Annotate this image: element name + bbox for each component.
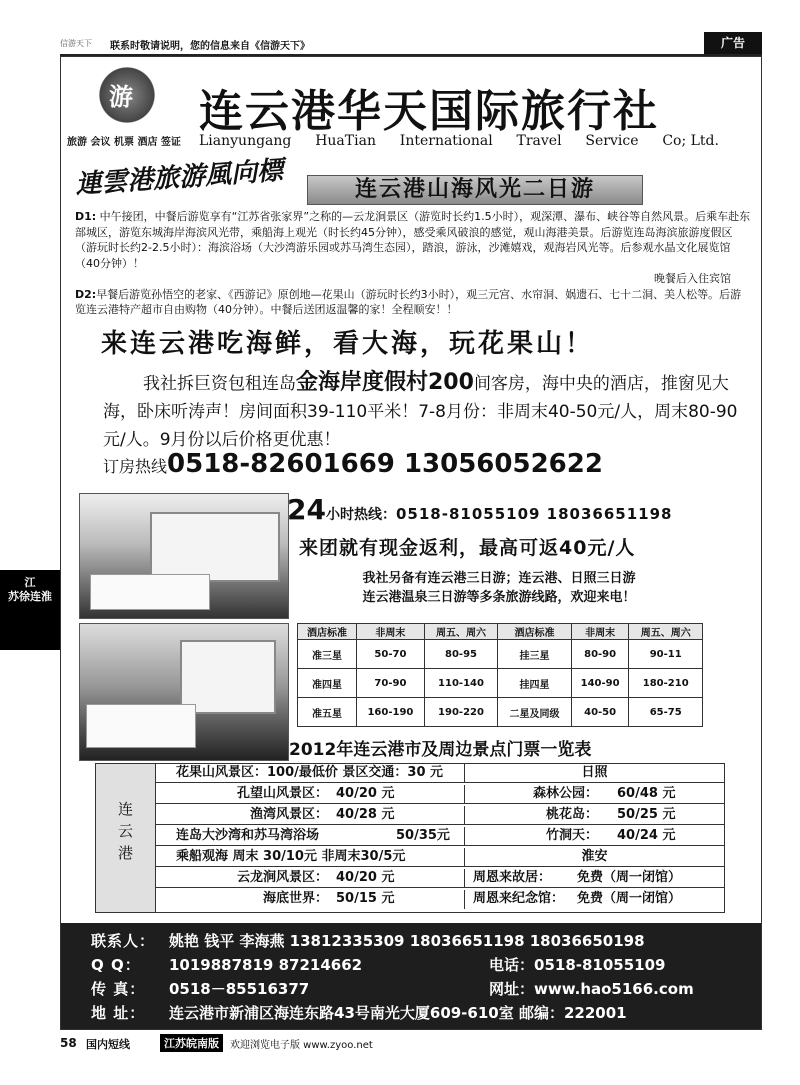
- website-link[interactable]: www.hao5166.com: [534, 980, 694, 998]
- ticket-price-table: [95, 763, 725, 913]
- contact-address: 地 址： 连云港市新浦区海连东路43号南光大厦609-610室 邮编：222001: [91, 1004, 627, 1022]
- region-side-tab: [0, 570, 60, 650]
- edition-badge: 江苏皖南版: [160, 1034, 223, 1052]
- resort-name: 金海岸度假村200: [296, 370, 474, 395]
- magazine-logo: 信游天下: [60, 39, 92, 48]
- table-row: 准五星 160-190 190-220 二星及同级 40-50 65-75: [298, 698, 703, 727]
- booking-number: 0518-82601669 13056052622: [167, 449, 603, 479]
- contact-qq-tel: Q Q： 1019887819 87214662 电话： 0518-81055109: [91, 956, 666, 974]
- resort-promo: 我社拆巨资包租连岛金海岸度假村200间客房，海中央的酒店，推窗见大海，卧床听涛声！房间面积39-110平米！7-8月份：非周末40-50元/人，周末80-90元/人。9月份以后价格更优惠！: [103, 370, 738, 450]
- contact-panel: [61, 923, 762, 1030]
- table-row: 准四星 70-90 110-140 挂四星 140-90 180-210: [298, 669, 703, 698]
- section-name: 国内短线: [86, 1038, 130, 1051]
- top-bar: [60, 34, 762, 56]
- list-item: 连岛大沙湾和苏马湾浴场 50/35元: [156, 827, 464, 846]
- hotel-photo-balcony: [79, 493, 289, 619]
- tickets-title: 2012年连云港市及周边景点门票一览表: [289, 740, 592, 760]
- region-header-huaian: 淮安: [464, 848, 724, 867]
- company-emblem: [67, 63, 197, 149]
- list-item: 竹洞天： 40/24 元: [464, 827, 724, 846]
- advertisement: [60, 56, 762, 1030]
- ad-tag: 广告: [704, 32, 762, 54]
- rebate-offer: 来团就有现金返利，最高可返40元/人: [299, 537, 636, 559]
- main-slogan: 来连云港吃海鲜，看大海，玩花果山！: [101, 329, 595, 359]
- tour-title-banner: 连云港山海风光二日游: [307, 175, 643, 205]
- source-note: 联系时敬请说明，您的信息来自《信游天下》: [110, 41, 310, 52]
- booking-hotline: 订房热线0518-82601669 13056052622: [103, 449, 603, 479]
- itinerary: [75, 209, 751, 318]
- page-footer: [60, 1034, 762, 1052]
- extra-routes: 我社另备有连云港三日游；连云港、日照三日游 连云港温泉三日游等多条旅游线路，欢迎来电！: [362, 571, 636, 605]
- list-item: 周恩来纪念馆： 免费（周一闭馆）: [464, 890, 724, 909]
- script-slogan: 連雲港旅游風向標: [74, 155, 284, 201]
- table-row: 准三星 50-70 80-95 挂三星 80-90 90-11: [298, 640, 703, 669]
- footer-url[interactable]: 欢迎浏览电子版 www.zyoo.net: [230, 1040, 373, 1051]
- day2-text: D2:早餐后游览孙悟空的老家、《西游记》原创地—花果山（游玩时长约3小时），观三元宫、水帘洞、娲遗石、七十二洞、美人松等。后游览连云港特产超市自由购物（40分钟）。中餐后送团返温馨的家！全程顺安！！: [75, 287, 742, 316]
- company-name: 连云港华天国际旅行社: [199, 86, 659, 137]
- page-number: 58: [60, 1036, 77, 1050]
- list-item: 周恩来故居： 免费（周一闭馆）: [464, 869, 724, 888]
- company-name-en: Lianyungang HuaTian International Travel Service Co; Ltd.: [199, 133, 719, 149]
- list-item: 渔湾风景区： 40/28 元: [156, 806, 464, 825]
- contact-persons: 联系人： 姚艳 钱平 李海燕 13812335309 18036651198 18036650198: [91, 932, 645, 950]
- hotline-24h-phones: 0518-81055109 18036651198: [395, 505, 673, 523]
- region-header-rizhao: 日照: [464, 764, 724, 783]
- contact-fax-web: 传 真： 0518－85516377 网址： www.hao5166.com: [91, 977, 762, 1001]
- service-tags: 旅游 会议 机票 酒店 签证: [67, 137, 181, 148]
- region-label: 江 苏徐连淮: [8, 576, 52, 603]
- day1-end: 晚餐后入住宾馆: [654, 272, 731, 285]
- hotline-24h: 24小时热线：0518-81055109 18036651198: [287, 493, 673, 526]
- list-item: 桃花岛： 50/25 元: [464, 806, 724, 825]
- list-item: 乘船观海 周末 30/10元 非周末30/5元: [156, 848, 464, 867]
- list-item: 花果山风景区：100/最低价 景区交通：30 元: [156, 764, 464, 783]
- list-item: 孔望山风景区： 40/20 元: [156, 785, 464, 804]
- list-item: 森林公园： 60/48 元: [464, 785, 724, 804]
- hotel-price-table: 酒店标准 非周末 周五、周六 酒店标准 非周末 周五、周六 准三星 50-70 80-95 挂三星 80-90 90-11 准四星 70-90 110-140 挂四星 140-90 180-210 准五星 160-190 190-220 二星及同级 40-50 65-75: [297, 623, 703, 727]
- city-label-lianyungang: 连 云 港: [96, 764, 156, 912]
- list-item: 云龙涧风景区： 40/20 元: [156, 869, 464, 888]
- list-item: 海底世界： 50/15 元: [262, 891, 395, 906]
- hotel-photo-room: [79, 623, 289, 761]
- day1-text: D1: 中午接团，中餐后游览享有“江苏省张家界”之称的—云龙涧景区（游览时长约1.5小时），观深潭、瀑布、峡谷等自然风景。后乘车赴东部城区，游览东城海岸海滨风光带，乘船海上观光（时长约45分钟），感受乘风破浪的感觉，观山海港美景。后游览连岛海滨旅游度假区（游玩时长约2-2.5小时）：海滨浴场（大沙湾游乐园或苏马湾生态园），踏浪，游泳，沙滩嬉戏，观海岩风光等。后参观水晶文化展览馆（40分钟）！: [75, 210, 751, 270]
- travel-logo-icon: 游: [95, 63, 159, 127]
